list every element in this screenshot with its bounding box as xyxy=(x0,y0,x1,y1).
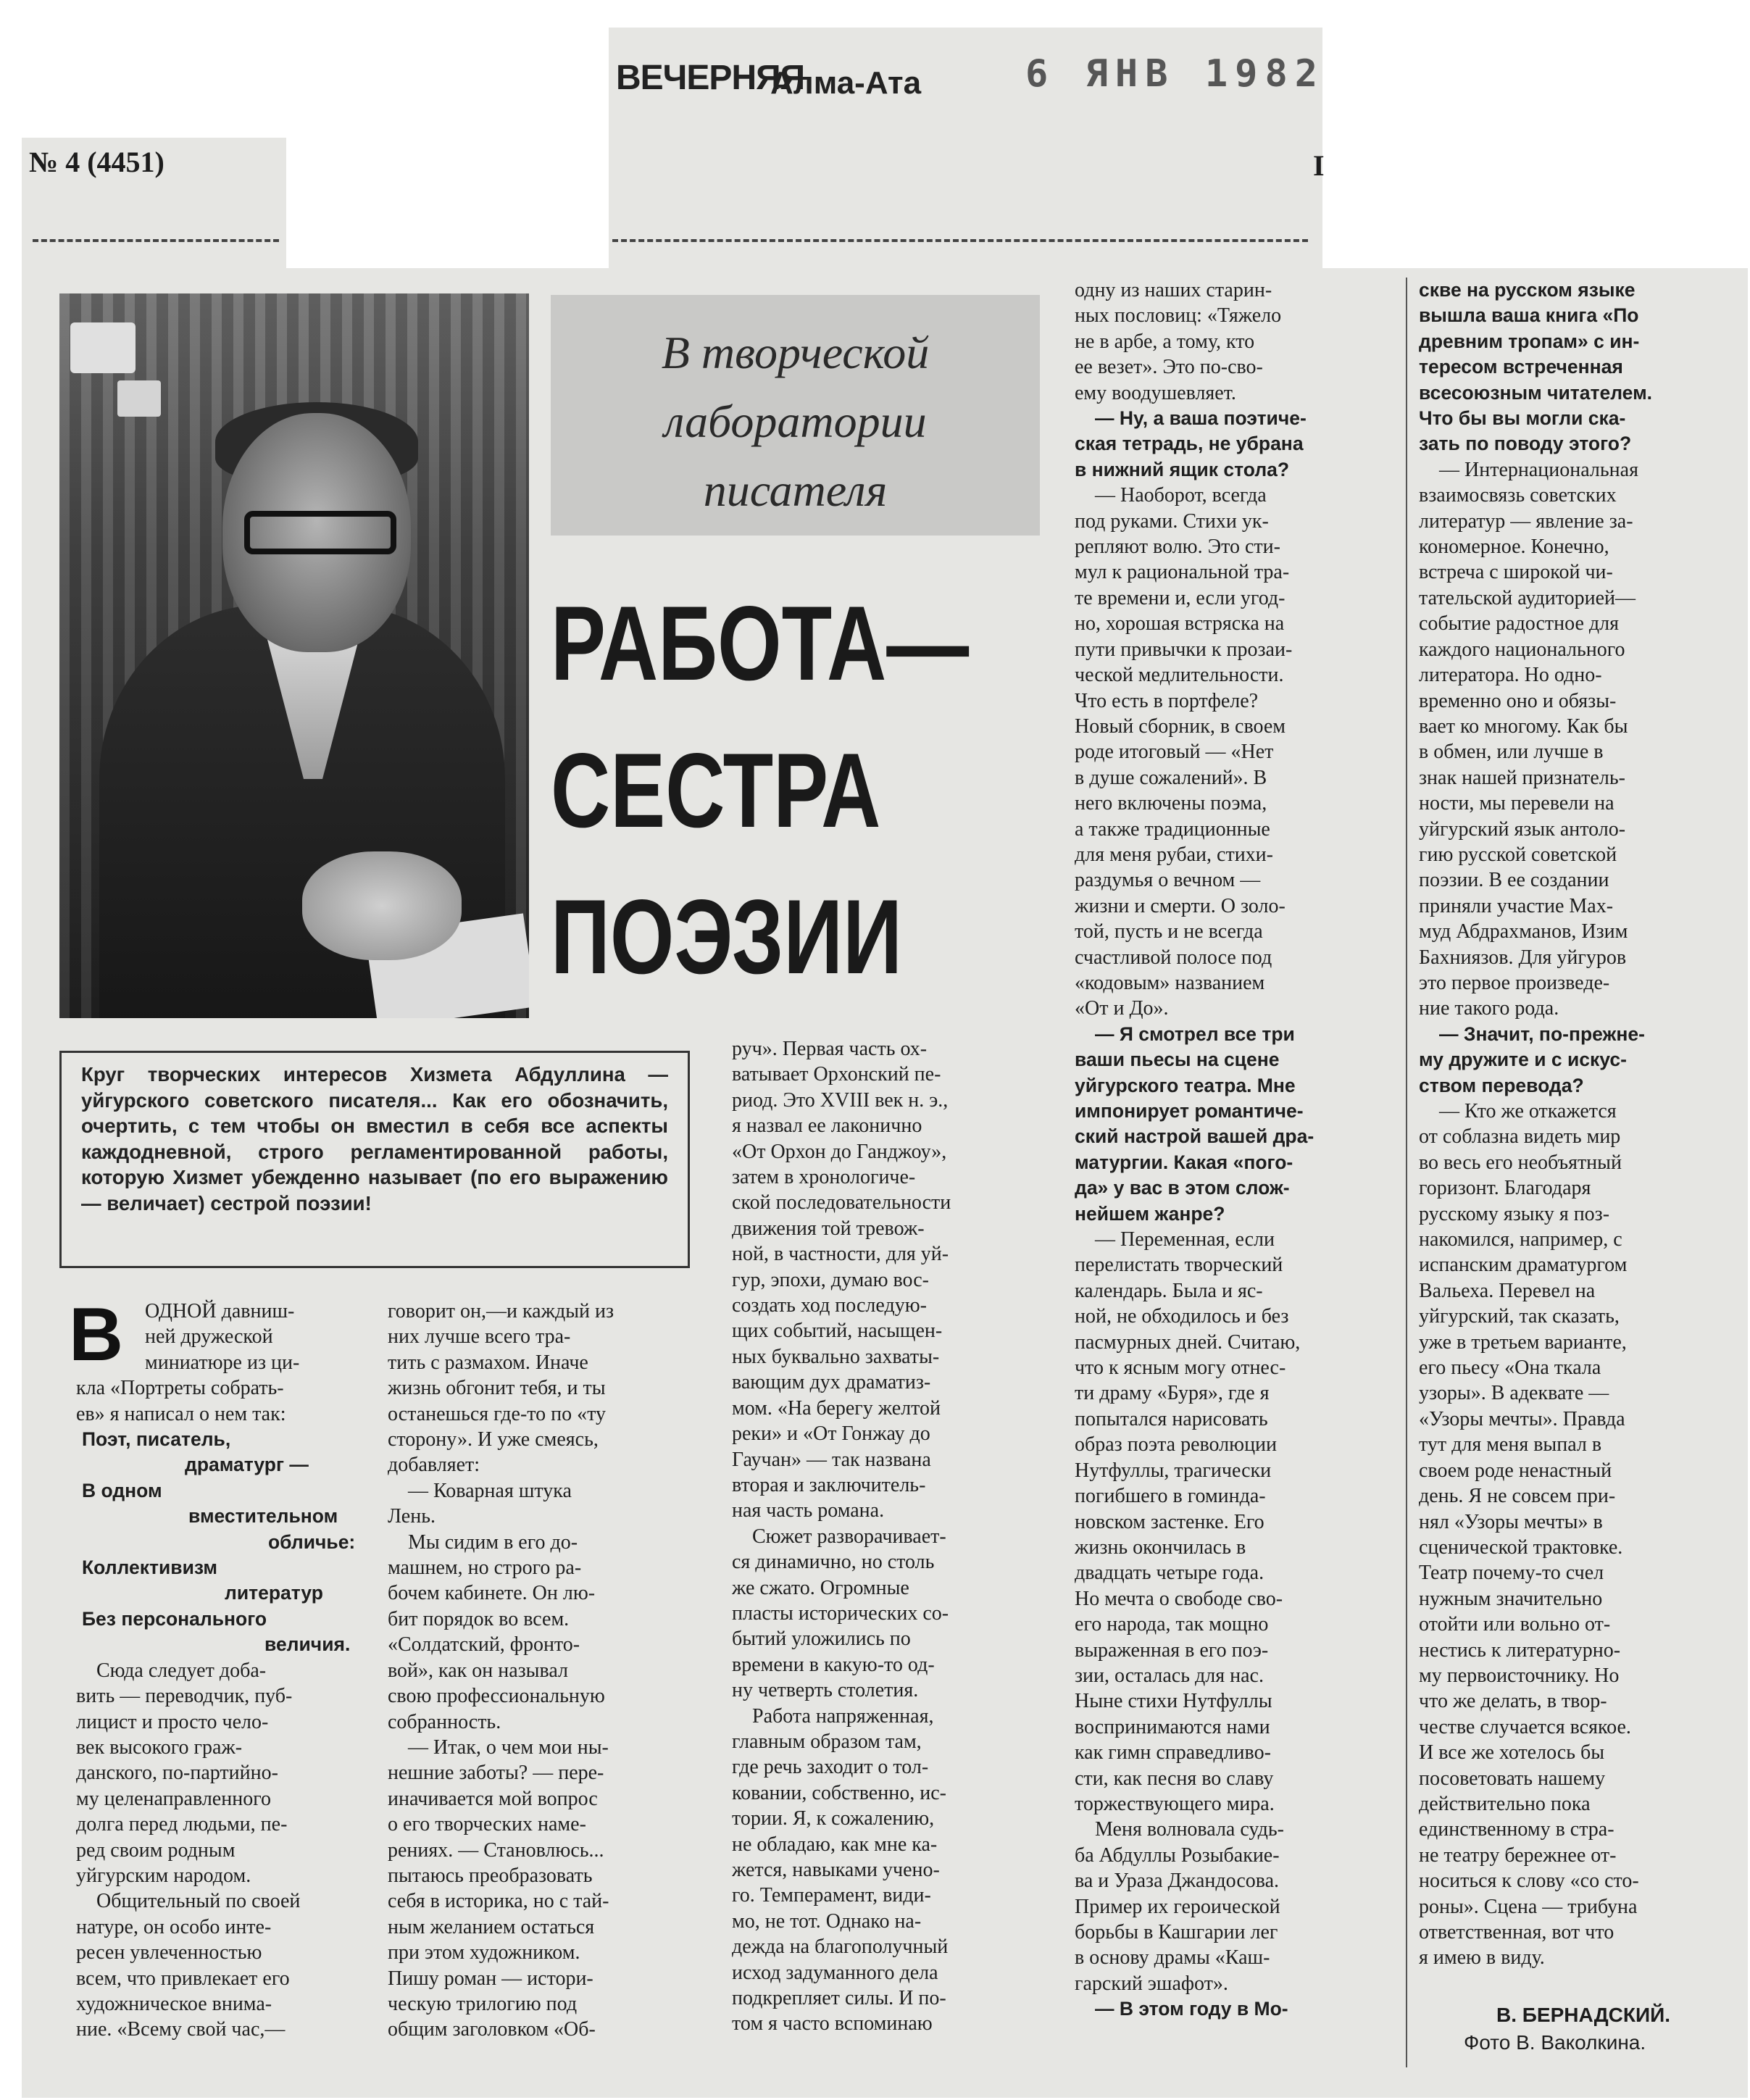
text-line: риод. Это XVIII век н. э., xyxy=(732,1088,949,1112)
text-line: взаимосвязь советских xyxy=(1419,484,1617,507)
text-line: раздумья о вечном — xyxy=(1075,869,1261,892)
text-line: ных пословиц: «Тяжело xyxy=(1075,304,1282,328)
text-line: ческой медлительности. xyxy=(1075,664,1284,687)
text-line: той, пусть и не всегда xyxy=(1075,920,1263,943)
text-line: собранность. xyxy=(388,1710,501,1733)
text-line: нейшем жанре? xyxy=(1075,1202,1225,1225)
article-column-4 xyxy=(1075,278,1390,2022)
text-line: данского, по-партийно- xyxy=(76,1762,278,1785)
text-line: Без персонального xyxy=(82,1607,267,1630)
text-line: вающим дух драматиз- xyxy=(732,1371,931,1394)
text-line: жется, навыками учено- xyxy=(732,1859,940,1881)
text-line: ся динамично, но столь xyxy=(732,1551,935,1574)
text-line: для меня рубаи, стихи- xyxy=(1075,843,1273,866)
text-line: действительно пока xyxy=(1419,1792,1591,1815)
text-line: честве случается всякое. xyxy=(1419,1715,1631,1738)
text-line: календарь. Была и яс- xyxy=(1075,1279,1263,1302)
text-line: сти, как песня во славу xyxy=(1075,1767,1274,1790)
text-line: времени в какую-то од- xyxy=(732,1653,935,1676)
text-line: Коллективизм xyxy=(82,1557,217,1579)
text-line: ба Абдуллы Розыбакие- xyxy=(1075,1843,1280,1867)
article-column-1 xyxy=(76,1299,366,2043)
text-line: сценической трактовке. xyxy=(1419,1536,1623,1559)
text-line: носиться к слову «со сто- xyxy=(1419,1870,1639,1893)
text-line: себя в историка, но с тай- xyxy=(388,1890,609,1913)
text-line: ством перевода? xyxy=(1419,1074,1584,1096)
text-line: Что есть в портфеле? xyxy=(1075,689,1259,712)
text-line: это первое произведе- xyxy=(1419,971,1610,994)
text-line: му целенаправленного xyxy=(76,1787,271,1810)
text-line: не обладаю, как мне ка- xyxy=(732,1833,938,1856)
text-line: ние. «Всему свой час,— xyxy=(76,2018,286,2041)
text-line: подкрепляет силы. И по- xyxy=(732,1987,946,2010)
text-line: пытаюсь преобразовать xyxy=(388,1864,593,1887)
text-line: Бахниязов. Для уйгуров xyxy=(1419,946,1627,969)
text-line: ваши пьесы на сцене xyxy=(1075,1049,1280,1071)
text-line: тить с размахом. Иначе xyxy=(388,1351,588,1374)
text-line: Работа напряженная, xyxy=(752,1704,934,1728)
text-line: ресен увлеченностью xyxy=(76,1941,262,1964)
text-line: ческую трилогию под xyxy=(388,1992,578,2015)
text-line: во весь его необъятный xyxy=(1419,1151,1622,1174)
text-line: дежда на благополучный xyxy=(732,1936,949,1959)
text-line: матургии. Какая «пого- xyxy=(1075,1151,1293,1173)
text-line: художническое внима- xyxy=(76,1992,272,2015)
text-line: ватывает Орхонский пе- xyxy=(732,1063,941,1086)
text-line: — Итак, о чем мои ны- xyxy=(408,1736,609,1759)
text-line: Меня волновала судь- xyxy=(1095,1818,1284,1841)
text-line: век высокого граж- xyxy=(76,1736,243,1759)
text-line: долга перед людьми, пе- xyxy=(76,1813,288,1836)
text-line: выраженная в его поэ- xyxy=(1075,1638,1269,1662)
text-line: роны». Сцена — трибуна xyxy=(1419,1895,1638,1918)
text-line: воспринимаются нами xyxy=(1075,1715,1270,1738)
text-line: о его творческих наме- xyxy=(388,1813,586,1836)
text-line: скве на русском языке xyxy=(1419,279,1636,301)
text-line: рениях. — Становлюсь... xyxy=(388,1838,604,1862)
text-line: кла «Портреты собрать- xyxy=(76,1377,284,1400)
text-line: событие радостное для xyxy=(1419,612,1620,636)
text-line: древним тропам» с ин- xyxy=(1419,330,1640,352)
text-line: что к ясным могу отнес- xyxy=(1075,1357,1286,1380)
masthead-paper-name: ВЕЧЕРНЯЯ xyxy=(616,59,805,97)
text-line: нестись к литературно- xyxy=(1419,1638,1621,1662)
text-line: вышла ваша книга «По xyxy=(1419,304,1639,327)
text-line: зать по поводу этого? xyxy=(1419,433,1632,455)
text-line: зии, осталась для нас. xyxy=(1075,1664,1264,1687)
text-line: главным образом там, xyxy=(732,1730,922,1753)
text-line: говорит он,—и каждый из xyxy=(388,1300,614,1322)
text-line: Поэт, писатель, xyxy=(82,1428,231,1451)
text-line: тут для меня выпал в xyxy=(1419,1433,1602,1457)
text-line: тательской аудиторией— xyxy=(1419,586,1636,609)
text-line: — Я смотрел все три xyxy=(1095,1022,1295,1045)
text-line: нешние заботы? — пере- xyxy=(388,1762,604,1785)
text-line: величия. xyxy=(264,1633,351,1656)
text-line: те времени и, если угод- xyxy=(1075,586,1286,609)
article-column-2 xyxy=(388,1299,710,2043)
author-photo xyxy=(59,293,529,1018)
text-line: ский настрой вашей дра- xyxy=(1075,1125,1314,1148)
text-line: при этом художником. xyxy=(388,1941,580,1964)
text-line: ва и Ураза Джандосова. xyxy=(1075,1870,1280,1893)
text-line: тории. Я, к сожалению, xyxy=(732,1807,935,1830)
text-line: нужным значительно xyxy=(1419,1587,1603,1610)
dashed-rule-right xyxy=(612,239,1308,242)
text-line: я назвал ее лаконично xyxy=(732,1114,922,1138)
text-line: ее везет». Это по-сво- xyxy=(1075,356,1263,379)
text-line: литератур xyxy=(225,1582,323,1604)
text-line: гию русской советской xyxy=(1419,843,1617,866)
text-line: бочем кабинете. Он лю- xyxy=(388,1582,596,1605)
text-line: го. Темперамент, види- xyxy=(732,1884,931,1907)
text-line: свою профессиональную xyxy=(388,1685,605,1708)
photo-object xyxy=(117,380,161,417)
text-line: Пишу роман — истори- xyxy=(388,1967,593,1990)
text-line: торжествующего мира. xyxy=(1075,1792,1275,1815)
text-line: уйгурский, так сказать, xyxy=(1419,1305,1620,1328)
text-line: что же делать, в твор- xyxy=(1419,1690,1607,1713)
text-line: уже в третьем варианте, xyxy=(1419,1330,1627,1354)
text-line: Общительный по своей xyxy=(96,1890,301,1913)
text-line: литератур — явление за- xyxy=(1419,509,1633,533)
text-line: а также традиционные xyxy=(1075,817,1270,841)
text-line: борьбы в Кашгарии лег xyxy=(1075,1921,1278,1943)
text-line: них лучше всего тра- xyxy=(388,1325,571,1349)
text-line: двадцать четыре года. xyxy=(1075,1562,1264,1585)
text-line: Мы сидим в его до- xyxy=(408,1530,578,1554)
text-line: руч». Первая часть ох- xyxy=(732,1038,928,1060)
text-line: «Узоры мечты». Правда xyxy=(1419,1407,1625,1430)
text-line: каждого национального xyxy=(1419,638,1625,661)
text-line: знак нашей признатель- xyxy=(1419,766,1625,789)
text-line: уйгурского театра. Мне xyxy=(1075,1074,1296,1096)
text-line: русскому языку я поз- xyxy=(1419,1202,1610,1225)
text-line: ности, мы перевели на xyxy=(1419,792,1614,815)
text-line: отойти или вольно от- xyxy=(1419,1613,1611,1636)
text-line: ская тетрадь, не убрана xyxy=(1075,433,1304,455)
text-line: — Кто же откажется xyxy=(1439,1100,1617,1122)
text-line: встреча с широкой чи- xyxy=(1419,561,1613,584)
text-line: — Ну, а ваша поэтиче- xyxy=(1095,407,1307,430)
text-line: я имею в виду. xyxy=(1419,1946,1545,1970)
text-line: — Коварная штука xyxy=(408,1479,572,1502)
text-line: ней дружеской xyxy=(145,1325,273,1349)
text-line: Что бы вы могли ска- xyxy=(1419,407,1626,430)
text-line: пласты исторических со- xyxy=(732,1601,949,1625)
text-line: временно оно и обязы- xyxy=(1419,689,1617,712)
text-line: тересом встреченная xyxy=(1419,356,1623,378)
photo-lamp xyxy=(70,322,136,373)
text-line: вместительном xyxy=(188,1505,338,1528)
text-line: натуре, он особо инте- xyxy=(76,1915,272,1938)
article-column-3 xyxy=(732,1036,1054,2037)
text-line: Пример их героической xyxy=(1075,1895,1280,1918)
text-line: В одном xyxy=(82,1479,162,1501)
text-line: вой», как он называл xyxy=(388,1659,568,1682)
text-line: ной, в частности, для уй- xyxy=(732,1243,949,1266)
text-line: — Наоборот, всегда xyxy=(1095,484,1267,507)
text-line: добавляет: xyxy=(388,1454,480,1477)
headline-line-2: СЕСТРА xyxy=(551,731,881,849)
text-line: сторону». И уже смеясь, xyxy=(388,1428,599,1451)
text-line: «От и До». xyxy=(1075,997,1169,1020)
text-line: Сюжет разворачивает- xyxy=(752,1525,946,1548)
text-line: не театру бережнее от- xyxy=(1419,1843,1617,1867)
text-line: поэзии. В ее создании xyxy=(1419,869,1609,892)
text-line: «кодовым» названием xyxy=(1075,971,1265,994)
text-line: уйгурским народом. xyxy=(76,1864,251,1887)
drop-cap: В xyxy=(69,1293,124,1377)
text-line: ской последовательности xyxy=(732,1191,951,1214)
rubric-line-2: лаборатории xyxy=(664,396,927,447)
text-line: мул к рациональной тра- xyxy=(1075,561,1290,584)
text-line: всесоюзным читателем. xyxy=(1419,381,1653,404)
text-line: репляют волю. Это сти- xyxy=(1075,536,1280,559)
text-line: узоры». В адеквате — xyxy=(1419,1382,1609,1405)
text-line: как гимн справедливо- xyxy=(1075,1741,1271,1764)
text-line: не в арбе, а тому, кто xyxy=(1075,330,1255,353)
text-line: ОДНОЙ давниш- xyxy=(145,1300,295,1322)
text-line: своем роде ненастный xyxy=(1419,1459,1612,1482)
text-line: — Интернациональная xyxy=(1439,458,1638,481)
text-line: нял «Узоры мечты» в xyxy=(1419,1510,1603,1533)
text-line: му дружите и с искус- xyxy=(1419,1049,1627,1071)
text-line: перелистать творческий xyxy=(1075,1254,1283,1277)
text-line: мо, не тот. Однако на- xyxy=(732,1909,922,1933)
text-line: от соблазна видеть мир xyxy=(1419,1125,1621,1149)
text-line: ну четверть столетия. xyxy=(732,1679,919,1702)
headline-line-1: РАБОТА— xyxy=(551,584,970,702)
text-line: одну из наших старин- xyxy=(1075,279,1272,301)
text-line: образ поэта революции xyxy=(1075,1433,1278,1457)
photo-glasses xyxy=(244,511,396,554)
text-line: вает ко многому. Как бы xyxy=(1419,714,1628,738)
text-line: ным желанием остаться xyxy=(388,1915,595,1938)
text-line: жизнь обгонит тебя, и ты xyxy=(388,1377,606,1400)
text-line: ная часть романа. xyxy=(732,1499,885,1522)
text-line: миниатюре из ци- xyxy=(145,1351,300,1374)
text-line: да» у вас в этом слож- xyxy=(1075,1177,1290,1199)
date-stamp: 6 ЯНВ 1982 xyxy=(1025,52,1325,96)
text-line: щих событий, насыщен- xyxy=(732,1320,943,1343)
text-line: ние такого рода. xyxy=(1419,997,1559,1020)
text-line: — В этом году в Мо- xyxy=(1095,1998,1288,2020)
text-line: счастливой полосе под xyxy=(1075,946,1272,969)
article-column-5 xyxy=(1419,278,1723,1971)
text-line: ему воодушевляет. xyxy=(1075,381,1236,404)
text-line: создать ход последую- xyxy=(732,1294,927,1317)
text-line: Театр почему-то счел xyxy=(1419,1562,1604,1585)
text-line: «От Орхон до Ганджоу», xyxy=(732,1140,947,1163)
page-marker: I xyxy=(1313,149,1325,182)
text-line: муд Абдрахманов, Изим xyxy=(1419,920,1628,943)
text-line: ти драму «Буря», где я xyxy=(1075,1382,1270,1405)
text-line: затем в хронологиче- xyxy=(732,1166,916,1189)
text-line: под руками. Стихи ук- xyxy=(1075,509,1269,533)
rubric-line-1: В творческой xyxy=(661,327,930,378)
text-line: попытался нарисовать xyxy=(1075,1407,1268,1430)
text-line: ных буквально захваты- xyxy=(732,1345,940,1368)
text-line: реки» и «От Гонжау до xyxy=(732,1422,930,1446)
text-line: всем, что привлекает его xyxy=(76,1967,290,1990)
text-line: вторая и заключитель- xyxy=(732,1473,926,1496)
text-line: — Значит, по-прежне- xyxy=(1439,1022,1645,1045)
text-line: ев» я написал о нем так: xyxy=(76,1402,286,1425)
text-line: его пьесу «Она ткала xyxy=(1419,1357,1601,1380)
text-line: Новый сборник, в своем xyxy=(1075,714,1286,738)
text-line: посоветовать нашему xyxy=(1419,1767,1606,1790)
text-line: Гаучан» — так названа xyxy=(732,1448,931,1471)
dashed-rule-left xyxy=(33,239,279,242)
text-line: му первоисточнику. Но xyxy=(1419,1664,1620,1687)
text-line: в обмен, или лучше в xyxy=(1419,741,1604,764)
text-line: Ныне стихи Нутфуллы xyxy=(1075,1690,1272,1713)
text-line: ред своим родным xyxy=(76,1838,236,1862)
text-line: гур, эпохи, думаю вос- xyxy=(732,1268,930,1291)
text-line: горизонт. Благодаря xyxy=(1419,1177,1591,1200)
text-line: общим заголовком «Об- xyxy=(388,2018,596,2041)
text-line: драматург — xyxy=(185,1454,309,1476)
text-line: машнем, но строго ра- xyxy=(388,1557,582,1580)
text-line: Нутфуллы, трагически xyxy=(1075,1459,1272,1482)
text-line: ответственная, вот что xyxy=(1419,1921,1614,1943)
text-line: импонирует романтиче- xyxy=(1075,1100,1304,1122)
text-line: бит порядок во всем. xyxy=(388,1607,570,1630)
text-line: ной, не обходилось и без xyxy=(1075,1305,1289,1328)
rubric-line-3: писателя xyxy=(703,464,888,516)
text-line: день. Я не совсем при- xyxy=(1419,1485,1616,1508)
text-line: в душе сожалений». В xyxy=(1075,766,1267,789)
text-line: бытий уложились по xyxy=(732,1628,911,1651)
text-line: же сжато. Огромные xyxy=(732,1576,909,1599)
text-line: где речь заходит о тол- xyxy=(732,1756,929,1779)
text-line: испанским драматургом xyxy=(1419,1254,1628,1277)
text-line: но, хорошая встряска на xyxy=(1075,612,1285,636)
text-line: роде итоговый — «Нет xyxy=(1075,741,1274,764)
text-line: исход задуманного дела xyxy=(732,1961,938,1984)
text-line: пути привычки к прозаи- xyxy=(1075,638,1293,661)
text-line: И все же хотелось бы xyxy=(1419,1741,1605,1764)
text-line: — Переменная, если xyxy=(1095,1228,1275,1251)
text-line: движения той тревож- xyxy=(732,1217,925,1240)
text-line: останешься где-то по «ту xyxy=(388,1402,606,1425)
text-line: литератора. Но одно- xyxy=(1419,664,1602,687)
text-line: Вальеха. Перевел на xyxy=(1419,1279,1596,1302)
text-line: Сюда следует доба- xyxy=(96,1659,267,1682)
text-line: ковании, собственно, ис- xyxy=(732,1781,946,1804)
photo-hand xyxy=(302,851,462,960)
text-line: лицист и просто чело- xyxy=(76,1710,269,1733)
text-line: него включены поэма, xyxy=(1075,792,1267,815)
text-line: том я часто вспоминаю xyxy=(732,2012,933,2036)
text-line: его народа, так мощно xyxy=(1075,1613,1269,1636)
text-line: единственному в стра- xyxy=(1419,1818,1614,1841)
text-line: мом. «На берегу желтой xyxy=(732,1396,941,1420)
masthead-city: Алма-Ата xyxy=(770,65,922,101)
text-line: кономерное. Конечно, xyxy=(1419,536,1609,559)
text-line: жизнь окончилась в xyxy=(1075,1536,1246,1559)
text-line: «Солдатский, фронто- xyxy=(388,1633,580,1657)
text-line: приняли участие Мах- xyxy=(1419,894,1614,917)
text-line: в нижний ящик стола? xyxy=(1075,458,1290,480)
text-line: уйгурский язык антоло- xyxy=(1419,817,1626,841)
text-line: в основу драмы «Каш- xyxy=(1075,1946,1270,1970)
intro-text: Круг творческих интересов Хизмета Абдуллина — уйгурского советского писателя... Как его обозначить, очертить, с тем чтобы он вместил в себя все аспекты каждодневной, строго регламентированной работы, которую Хизмет убежденно называет (по его выражению — величает) сестрой поэзии! xyxy=(81,1063,668,1214)
text-line: накомился, например, с xyxy=(1419,1228,1622,1251)
text-line: жизни и смерти. О золо- xyxy=(1075,894,1286,917)
photo-credit: Фото В. Ваколкина. xyxy=(1464,2031,1646,2054)
text-line: погибшего в гоминда- xyxy=(1075,1485,1266,1508)
text-line: иначивается мой вопрос xyxy=(388,1787,598,1810)
text-line: пасмурных дней. Считаю, xyxy=(1075,1330,1301,1354)
text-line: Лень. xyxy=(388,1505,436,1528)
text-line: гарский эшафот». xyxy=(1075,1972,1228,1995)
column-divider-4 xyxy=(1406,278,1407,2067)
headline-line-3: ПОЭЗИИ xyxy=(551,878,903,996)
text-line: новском застенке. Его xyxy=(1075,1510,1264,1533)
issue-number: № 4 (4451) xyxy=(29,146,164,178)
text-line: Но мечта о свободе сво- xyxy=(1075,1587,1283,1610)
author-signature: В. БЕРНАДСКИЙ. xyxy=(1496,2004,1671,2026)
text-line: вить — переводчик, пуб- xyxy=(76,1685,293,1708)
text-line: обличье: xyxy=(268,1530,356,1553)
